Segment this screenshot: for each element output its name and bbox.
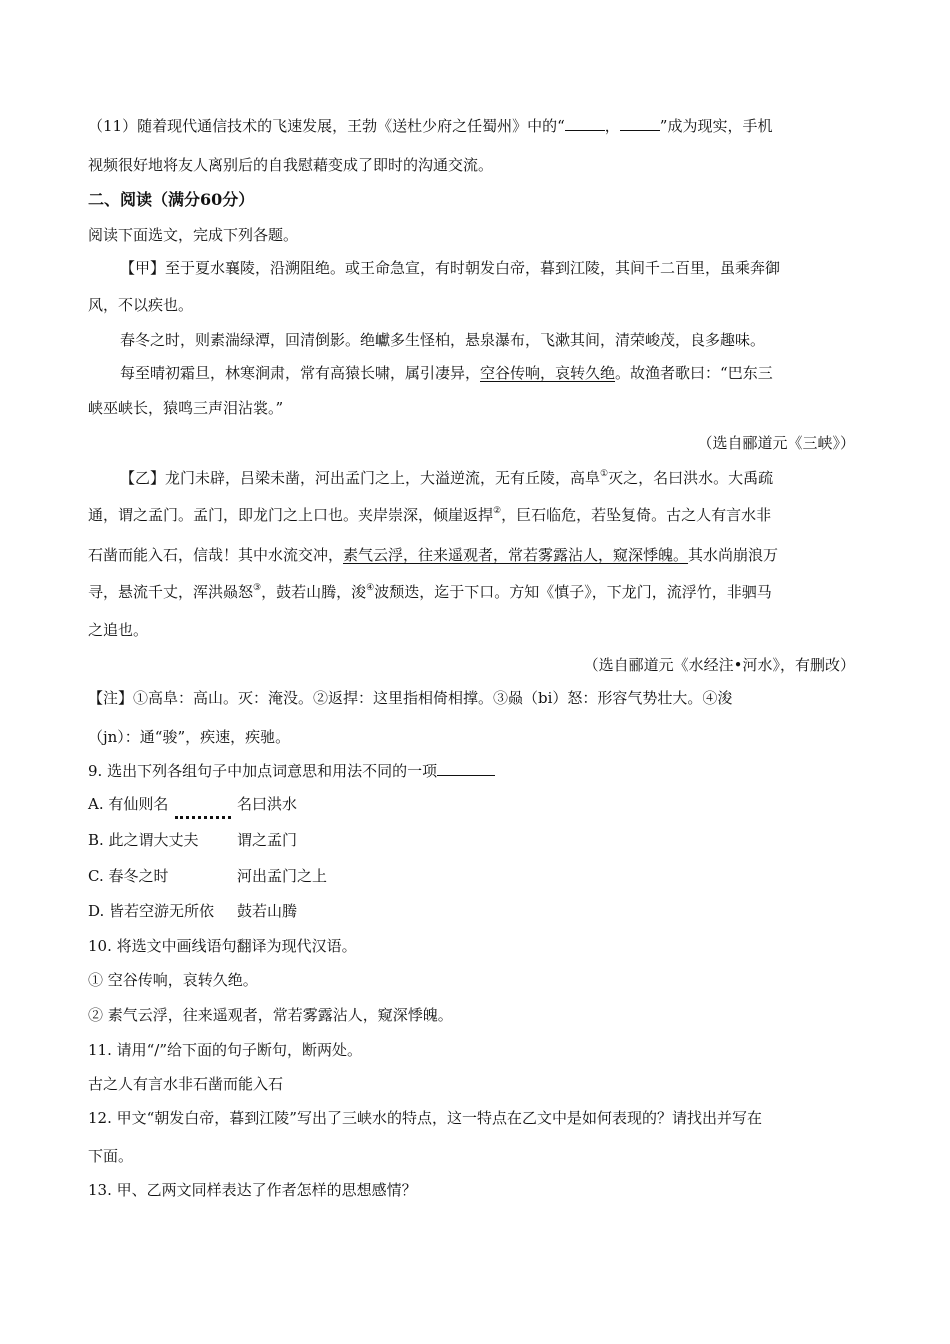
yi-underlined-sentence: 素气云浮，往来遥观者，常若雾露沾人，窥深悸魄。 — [343, 546, 689, 564]
q9-option-d: D. 皆若空游无所依 — [88, 902, 215, 920]
footnote-mark-1: ① — [600, 469, 609, 479]
q9-option-c-pair: 河出孟门之上 — [237, 867, 328, 885]
q10-item1: ① 空谷传响，哀转久绝。 — [88, 971, 258, 989]
yi-l2-post: ，巨石临危，若坠复倚。古之人有言水非 — [501, 506, 772, 524]
yi-l2-pre: 通，谓之孟门。孟门，即龙门之上口也。夹岸崇深，倾崖返捍 — [88, 506, 494, 524]
q11-fill-part1: （11）随着现代通信技术的飞速发展，王勃《送杜少府之任蜀州》中的“ — [88, 117, 565, 135]
footnote-mark-2: ② — [493, 506, 502, 516]
yi-l3-pre: 石凿而能入石，信哉！其中水流交冲， — [88, 546, 344, 564]
q12-line2: 下面。 — [88, 1147, 134, 1165]
jia-p1-line1: 【甲】至于夏水襄陵，沿溯阻绝。或王命急宣，有时朝发白帝，暮到江陵，其间千二百里，虽乘奔御 — [120, 259, 781, 277]
q11-fill-line1 — [88, 116, 772, 136]
q11-fill-sep: ， — [604, 117, 620, 135]
q13-stem: 13. 甲、乙两文同样表达了作者怎样的思想感情？ — [88, 1181, 417, 1199]
jia-underlined-sentence: 空谷传响，哀转久绝 — [480, 364, 616, 382]
footnote-mark-3: ③ — [253, 583, 262, 593]
q9-option-d-pair: 鼓若山腾 — [237, 902, 298, 920]
jia-source: （选自郦道元《三峡》） — [697, 434, 855, 452]
answer-blank-1[interactable] — [565, 116, 605, 131]
q9-option-b-pair: 谓之孟门 — [237, 831, 298, 849]
jia-p3-line1 — [120, 363, 773, 383]
jia-p3-pre: 每至晴初霜旦，林寒涧肃，常有高猿长啸，属引凄异， — [120, 364, 481, 382]
yi-line4 — [88, 582, 772, 602]
q9-answer-blank[interactable] — [437, 761, 495, 776]
yi-line5: 之追也。 — [88, 621, 149, 639]
notes-line2: （jn）：通“骏”，疾速，疾驰。 — [88, 728, 291, 746]
q9-option-b: B. 此之谓大丈夫 — [88, 831, 199, 849]
section-instruction: 阅读下面选文，完成下列各题。 — [88, 226, 299, 244]
yi-line2 — [88, 505, 771, 525]
q12-line1: 12. 甲文“朝发白帝，暮到江陵”写出了三峡水的特点，这一特点在乙文中是如何表现的？请找出并写在 — [88, 1109, 762, 1127]
q9-option-a: A. 有仙则名 — [88, 795, 169, 813]
q9-option-a-pair: 名曰洪水 — [237, 795, 298, 813]
jia-p3-post: 。故渔者歌曰：“巴东三 — [615, 364, 773, 382]
yi-line3 — [88, 545, 778, 565]
footnote-mark-4: ④ — [366, 583, 375, 593]
q9-option-c: C. 春冬之时 — [88, 867, 169, 885]
jia-p1-line2: 风，不以疾也。 — [88, 296, 194, 314]
q11-sentence: 古之人有言水非石凿而能入石 — [88, 1075, 284, 1093]
jia-p2: 春冬之时，则素湍绿潭，回清倒影。绝巘多生怪柏，悬泉瀑布，飞漱其间，清荣峻茂，良多趣味。 — [120, 331, 766, 349]
jia-p3-line2: 峡巫峡长，猿鸣三声泪沾裳。” — [88, 399, 284, 417]
q11-stem: 11. 请用“/”给下面的句子断句，断两处。 — [88, 1041, 363, 1059]
q11-fill-part2: ”成为现实，手机 — [659, 117, 773, 135]
yi-l4-mid: ，鼓若山腾，浚 — [261, 583, 367, 601]
yi-l4-post: 波颓迭，迄于下口。方知《慎子》，下龙门，流浮竹，非驷马 — [374, 583, 772, 601]
yi-l3-post: 其水尚崩浪万 — [688, 546, 779, 564]
yi-l4-pre: 寻，悬流千丈，浑洪赑怒 — [88, 583, 254, 601]
yi-l1-post: 灭之，名曰洪水。大禹疏 — [608, 469, 774, 487]
emphasis-dots — [175, 816, 231, 819]
answer-blank-2[interactable] — [620, 116, 660, 131]
section-title: 二、阅读（满分60分） — [88, 190, 255, 209]
q11-fill-line2: 视频很好地将友人离别后的自我慰藉变成了即时的沟通交流。 — [88, 156, 494, 174]
yi-line1 — [120, 468, 773, 488]
q10-stem: 10. 将选文中画线语句翻译为现代汉语。 — [88, 937, 357, 955]
yi-l1-pre: 【乙】龙门未辟，吕梁未凿，河出孟门之上，大溢逆流，无有丘陵，高阜 — [120, 469, 601, 487]
q9-stem-line — [88, 761, 495, 781]
q9-stem: 9. 选出下列各组句子中加点词意思和用法不同的一项 — [88, 762, 438, 780]
notes-line1: 【注】①高阜：高山。灭：淹没。②返捍：这里指相倚相撑。③赑（bi）怒：形容气势壮大。④浚 — [88, 689, 733, 707]
q10-item2: ② 素气云浮，往来遥观者，常若雾露沾人，窥深悸魄。 — [88, 1006, 453, 1024]
yi-source: （选自郦道元《水经注•河水》，有删改） — [583, 656, 855, 674]
